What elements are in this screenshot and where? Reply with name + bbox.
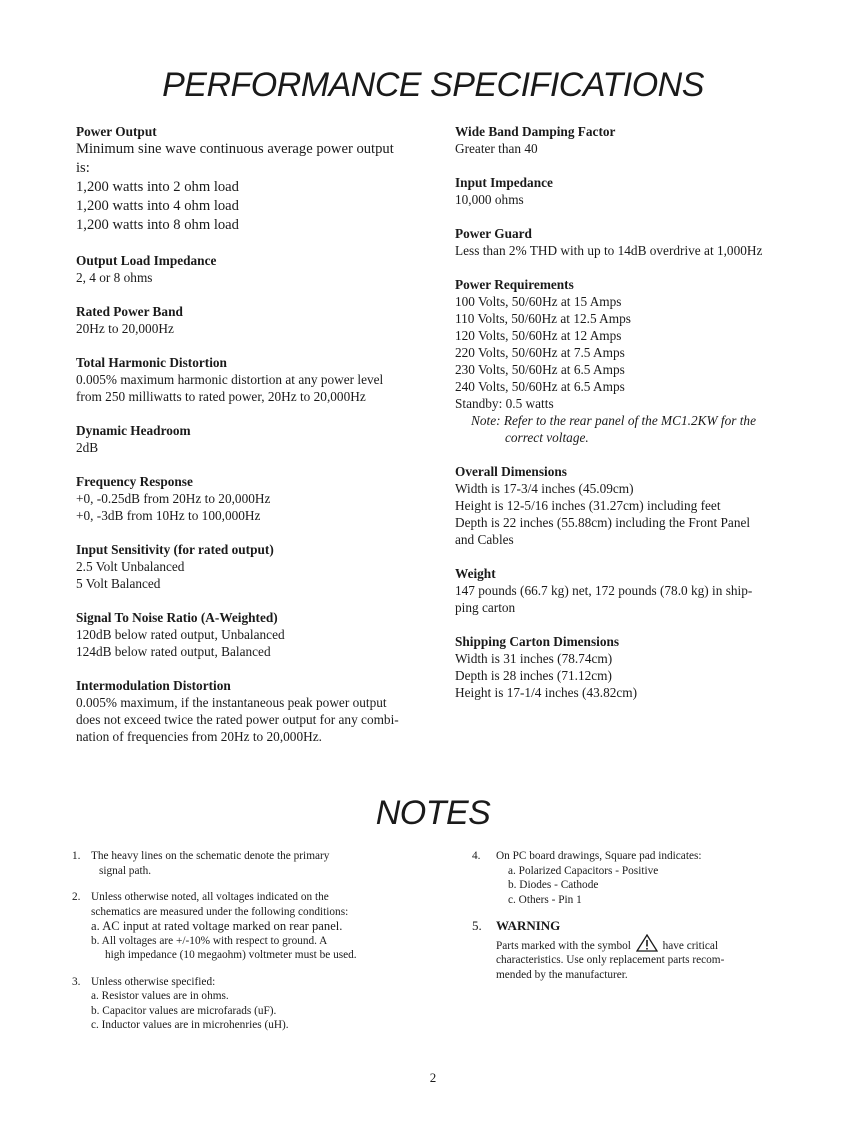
spec-heading: Wide Band Damping Factor xyxy=(455,124,616,139)
spec-line: 240 Volts, 50/60Hz at 6.5 Amps xyxy=(455,379,625,394)
spec-power-output xyxy=(76,123,436,235)
spec-line: +0, -0.25dB from 20Hz to 20,000Hz xyxy=(76,491,271,506)
spec-line: 10,000 ohms xyxy=(455,192,524,207)
spec-line: Height is 17-1/4 inches (43.82cm) xyxy=(455,685,638,700)
spec-line: 2.5 Volt Unbalanced xyxy=(76,559,185,574)
specs-left-column xyxy=(76,123,436,762)
spec-heading: Power Guard xyxy=(455,226,532,241)
spec-line: 20Hz to 20,000Hz xyxy=(76,321,174,336)
spec-damping xyxy=(455,123,795,157)
note-number: 2. xyxy=(72,891,81,903)
note-line: high impedance (10 megaohm) voltmeter must be used. xyxy=(105,949,357,961)
spec-heading: Frequency Response xyxy=(76,474,193,489)
spec-line: Minimum sine wave continuous average power output xyxy=(76,141,394,157)
spec-heading: Signal To Noise Ratio (A-Weighted) xyxy=(76,610,278,625)
note-line: b. Capacitor values are microfarads (uF). xyxy=(91,1004,277,1017)
spec-line: 0.005% maximum harmonic distortion at any power level xyxy=(76,372,384,387)
note-text: have critical xyxy=(662,939,719,952)
spec-line: 0.005% maximum, if the instantaneous peak power output xyxy=(76,695,387,710)
note-line: a. Polarized Capacitors - Positive xyxy=(508,864,659,877)
note-line: Unless otherwise noted, all voltages indicated on the xyxy=(91,891,329,903)
voltage-note-line: Note: Refer to the rear panel of the MC1.2KW for the xyxy=(471,413,756,428)
specs-title: PERFORMANCE SPECIFICATIONS xyxy=(162,66,704,104)
spec-line: 100 Volts, 50/60Hz at 15 Amps xyxy=(455,294,622,309)
spec-line: 2, 4 or 8 ohms xyxy=(76,270,153,285)
spec-line: +0, -3dB from 10Hz to 100,000Hz xyxy=(76,508,261,523)
note-line: Unless otherwise specified: xyxy=(91,975,216,988)
spec-frequency-response xyxy=(76,473,436,524)
spec-rated-band xyxy=(76,303,436,337)
note-number: 1. xyxy=(72,850,81,862)
note-line: a. Resistor values are in ohms. xyxy=(91,990,229,1002)
note-number: 3. xyxy=(72,975,81,988)
spec-load-impedance xyxy=(76,252,436,286)
spec-heading: Power Output xyxy=(76,124,157,139)
note-line xyxy=(496,934,802,954)
note-text: Parts marked with the symbol xyxy=(496,939,631,952)
note-2 xyxy=(72,890,432,963)
page-number: 2 xyxy=(429,1070,437,1085)
spec-input-impedance xyxy=(455,174,795,208)
note-line: c. Inductor values are in microhenries (uH). xyxy=(91,1019,289,1031)
spec-imd xyxy=(76,677,436,745)
spec-thd xyxy=(76,354,436,405)
note-4 xyxy=(472,849,802,907)
spec-weight xyxy=(455,565,795,616)
voltage-note-line: correct voltage. xyxy=(505,430,589,445)
note-line: a. AC input at rated voltage marked on rear panel. xyxy=(91,919,343,933)
note-number: 5. xyxy=(472,918,482,933)
spec-line: 1,200 watts into 8 ohm load xyxy=(76,217,239,233)
spec-line: 110 Volts, 50/60Hz at 12.5 Amps xyxy=(455,311,631,326)
spec-line: 230 Volts, 50/60Hz at 6.5 Amps xyxy=(455,362,625,377)
spec-line: 120 Volts, 50/60Hz at 12 Amps xyxy=(455,328,622,343)
spec-line: 124dB below rated output, Balanced xyxy=(76,644,271,659)
spec-line: nation of frequencies from 20Hz to 20,000Hz. xyxy=(76,729,322,744)
spec-line: 147 pounds (66.7 kg) net, 172 pounds (78.0 kg) in ship- xyxy=(455,583,753,598)
spec-heading: Shipping Carton Dimensions xyxy=(455,634,620,649)
note-1 xyxy=(72,849,432,878)
spec-line: Less than 2% THD with up to 14dB overdrive at 1,000Hz xyxy=(455,243,763,258)
note-line: b. Diodes - Cathode xyxy=(508,879,599,891)
note-line: c. Others - Pin 1 xyxy=(508,893,582,906)
spec-line: 2dB xyxy=(76,440,99,455)
spec-line: Standby: 0.5 watts xyxy=(455,396,554,411)
note-line: mended by the manufacturer. xyxy=(496,968,628,981)
note-line: characteristics. Use only replacement parts recom- xyxy=(496,954,725,966)
spec-heading: Power Requirements xyxy=(455,277,574,292)
spec-headroom xyxy=(76,422,436,456)
note-number: 4. xyxy=(472,850,481,862)
spec-line: Greater than 40 xyxy=(455,141,538,156)
spec-heading: Input Sensitivity (for rated output) xyxy=(76,542,274,557)
note-line: signal path. xyxy=(99,864,152,877)
spec-line: 1,200 watts into 2 ohm load xyxy=(76,179,239,195)
warning-title: WARNING xyxy=(496,918,561,933)
note-line: The heavy lines on the schematic denote the primary xyxy=(91,850,330,862)
spec-line: does not exceed twice the rated power output for any combi- xyxy=(76,712,399,727)
note-line: schematics are measured under the following conditions: xyxy=(91,905,349,918)
spec-line: 1,200 watts into 4 ohm load xyxy=(76,198,239,214)
spec-line: ping carton xyxy=(455,600,516,615)
notes-left-column xyxy=(72,849,432,1045)
spec-heading: Weight xyxy=(455,566,496,581)
spec-line: Depth is 28 inches (71.12cm) xyxy=(455,668,612,683)
spec-carton xyxy=(455,633,795,701)
spec-line: Height is 12-5/16 inches (31.27cm) including feet xyxy=(455,498,721,513)
spec-line: is: xyxy=(76,160,90,176)
note-line: b. All voltages are +/-10% with respect to ground. A xyxy=(91,934,328,947)
voltage-note xyxy=(455,412,795,446)
spec-dimensions xyxy=(455,463,795,548)
warning-triangle-icon xyxy=(636,934,658,952)
spec-snr xyxy=(76,609,436,660)
notes-title: NOTES xyxy=(375,794,491,832)
spec-line: and Cables xyxy=(455,532,514,547)
spec-line: Depth is 22 inches (55.88cm) including the Front Panel xyxy=(455,515,751,530)
spec-line: Width is 31 inches (78.74cm) xyxy=(455,651,613,666)
spec-heading: Intermodulation Distortion xyxy=(76,678,231,693)
note-3 xyxy=(72,975,432,1033)
spec-line: Width is 17-3/4 inches (45.09cm) xyxy=(455,481,634,496)
spec-heading: Overall Dimensions xyxy=(455,464,567,479)
spec-heading: Output Load Impedance xyxy=(76,253,217,268)
notes-right-column xyxy=(472,849,802,994)
spec-line: 120dB below rated output, Unbalanced xyxy=(76,627,285,642)
spec-power-guard xyxy=(455,225,795,259)
spec-heading: Dynamic Headroom xyxy=(76,423,191,438)
spec-line: from 250 milliwatts to rated power, 20Hz to 20,000Hz xyxy=(76,389,366,404)
note-line: On PC board drawings, Square pad indicates: xyxy=(496,850,702,862)
spec-line: 5 Volt Balanced xyxy=(76,576,161,591)
spec-line: 220 Volts, 50/60Hz at 7.5 Amps xyxy=(455,345,625,360)
spec-power-requirements xyxy=(455,276,795,446)
note-5 xyxy=(472,919,802,982)
spec-input-sensitivity xyxy=(76,541,436,592)
spec-heading: Rated Power Band xyxy=(76,304,183,319)
spec-heading: Total Harmonic Distortion xyxy=(76,355,227,370)
specs-right-column xyxy=(455,123,795,718)
spec-heading: Input Impedance xyxy=(455,175,553,190)
